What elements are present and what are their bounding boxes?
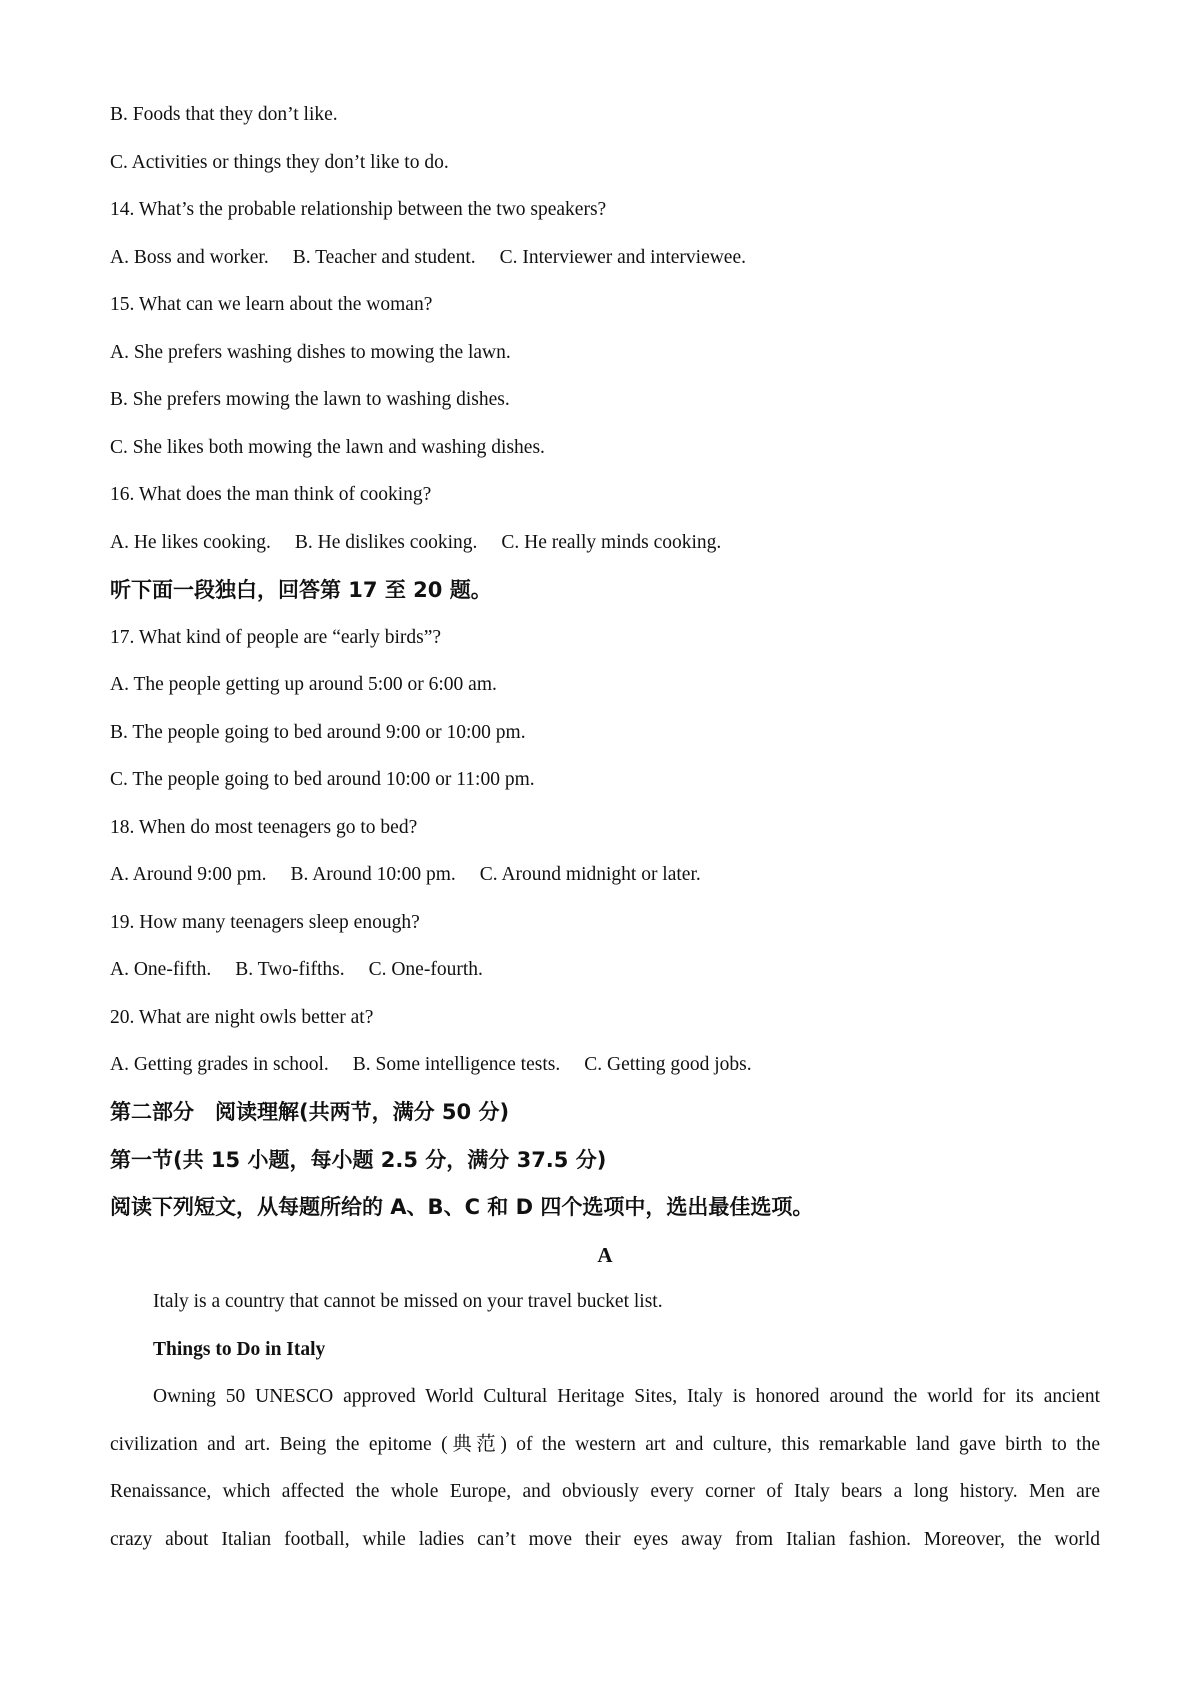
q16-option-c: C. He really minds cooking. (501, 532, 722, 553)
q15-option-b: B. She prefers mowing the lawn to washing dishes. (110, 389, 510, 410)
q20-question: 20. What are night owls better at? (110, 1007, 374, 1028)
q20-option-a: A. Getting grades in school. (110, 1054, 329, 1075)
part2-heading: 第二部分 阅读理解(共两节，满分 50 分) (110, 1100, 510, 1124)
passage-subheading: Things to Do in Italy (153, 1339, 326, 1360)
q18-option-c: C. Around midnight or later. (479, 864, 701, 885)
q14-options (110, 246, 770, 270)
q16-option-a: A. He likes cooking. (110, 532, 271, 553)
q16-option-b: B. He dislikes cooking. (294, 532, 478, 553)
passage-paragraph-line: Renaissance, which affected the whole Europe, and obviously every corner of Italy bears a long history. Men are (110, 1481, 1100, 1502)
reading-instructions: 阅读下列短文，从每题所给的 A、B、C 和 D 四个选项中，选出最佳选项。 (110, 1195, 814, 1219)
q20-option-c: C. Getting good jobs. (584, 1054, 752, 1075)
q19-option-c: C. One-fourth. (368, 959, 483, 980)
q16-options (110, 531, 745, 555)
q16-question: 16. What does the man think of cooking? (110, 484, 432, 505)
q17-question: 17. What kind of people are “early birds”? (110, 627, 442, 648)
q20-option-b: B. Some intelligence tests. (352, 1054, 561, 1075)
q17-option-a: A. The people getting up around 5:00 or 6:00 am. (110, 674, 497, 695)
q20-options (110, 1053, 776, 1077)
q13-option-c: C. Activities or things they don’t like to do. (110, 152, 449, 173)
q13-option-b: B. Foods that they don’t like. (110, 104, 338, 125)
section1-heading: 第一节(共 15 小题，每小题 2.5 分，满分 37.5 分) (110, 1148, 607, 1172)
q14-option-b: B. Teacher and student. (292, 247, 476, 268)
q14-question: 14. What’s the probable relationship between the two speakers? (110, 199, 607, 220)
q17-option-c: C. The people going to bed around 10:00 or 11:00 pm. (110, 769, 535, 790)
q18-question: 18. When do most teenagers go to bed? (110, 817, 418, 838)
q19-option-a: A. One-fifth. (110, 959, 212, 980)
q18-options (110, 863, 725, 887)
passage-letter: A (597, 1243, 613, 1267)
q19-option-b: B. Two-fifths. (235, 959, 345, 980)
passage-paragraph-line: crazy about Italian football, while ladies can’t move their eyes away from Italian fashion. Moreover, the world (110, 1529, 1100, 1550)
passage-intro: Italy is a country that cannot be missed on your travel bucket list. (153, 1291, 663, 1312)
q14-option-a: A. Boss and worker. (110, 247, 269, 268)
section-monologue-heading: 听下面一段独白，回答第 17 至 20 题。 (110, 578, 492, 602)
q19-options (110, 958, 507, 982)
q17-option-b: B. The people going to bed around 9:00 or 10:00 pm. (110, 722, 526, 743)
q18-option-a: A. Around 9:00 pm. (110, 864, 267, 885)
q19-question: 19. How many teenagers sleep enough? (110, 912, 420, 933)
q14-option-c: C. Interviewer and interviewee. (499, 247, 746, 268)
q15-option-a: A. She prefers washing dishes to mowing the lawn. (110, 342, 511, 363)
q15-question: 15. What can we learn about the woman? (110, 294, 433, 315)
passage-paragraph-line: Owning 50 UNESCO approved World Cultural Heritage Sites, Italy is honored around the world for its ancient (153, 1386, 1100, 1407)
q15-option-c: C. She likes both mowing the lawn and washing dishes. (110, 437, 545, 458)
q18-option-b: B. Around 10:00 pm. (290, 864, 456, 885)
passage-paragraph-line: civilization and art. Being the epitome (典范) of the western art and culture, this remarkable land gave birth to the (110, 1434, 1100, 1455)
